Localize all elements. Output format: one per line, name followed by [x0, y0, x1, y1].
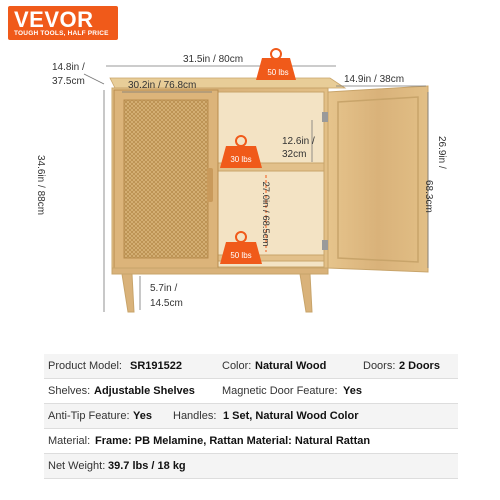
load-top-label: 50 lbs: [267, 68, 289, 77]
leg-height-label-in: 5.7in /: [150, 283, 178, 294]
spec-value: Frame: PB Melamine, Rattan Material: Natural Rattan: [95, 435, 371, 447]
door-height-label-in: 26.9in /: [436, 136, 447, 169]
height-label: 34.6in / 88cm: [35, 155, 46, 216]
spec-row: [44, 454, 458, 479]
inner-height-label: 27.0in / 68.5cm: [260, 181, 271, 247]
spec-label: Doors:: [363, 360, 396, 372]
brand-name: VEVOR: [14, 7, 94, 32]
spec-row: [44, 354, 458, 379]
spec-row: [44, 379, 458, 404]
spec-label: Anti-Tip Feature:: [48, 410, 130, 422]
right-door: [328, 86, 428, 272]
leg-height-label-cm: 14.5cm: [150, 298, 183, 309]
door-handle: [207, 168, 213, 202]
depth-label-cm: 37.5cm: [52, 76, 85, 87]
hinge-top: [322, 112, 328, 122]
spec-value: Yes: [133, 410, 152, 422]
rattan-panel: [124, 100, 208, 258]
brand-tagline: TOUGH TOOLS, HALF PRICE: [14, 30, 109, 37]
spec-value: Adjustable Shelves: [94, 385, 195, 397]
spec-label: Shelves:: [48, 385, 91, 397]
spec-row: [44, 404, 458, 429]
load-bottom-label: 50 lbs: [230, 251, 252, 260]
spec-label: Material:: [48, 435, 91, 447]
spec-table: [44, 354, 458, 479]
spec-value: Natural Wood: [255, 360, 327, 372]
overall-width-label: 31.5in / 80cm: [183, 54, 244, 65]
door-height-label-cm: 68.3cm: [423, 180, 434, 213]
shelf-depth-label-cm: 32cm: [282, 149, 307, 160]
leg: [122, 274, 134, 312]
depth-label-in: 14.8in /: [52, 62, 85, 73]
shelf-depth-label-in: 12.6in /: [282, 136, 315, 147]
spec-value: SR191522: [130, 360, 182, 372]
spec-value: Yes: [343, 385, 362, 397]
spec-label: Magnetic Door Feature:: [222, 385, 338, 397]
load-shelf-label: 30 lbs: [230, 155, 252, 164]
spec-value: 1 Set, Natural Wood Color: [223, 410, 359, 422]
leg: [300, 274, 312, 312]
door-width-label: 14.9in / 38cm: [344, 74, 405, 85]
hinge-bottom: [322, 240, 328, 250]
spec-label: Net Weight:: [48, 460, 106, 472]
spec-value: 39.7 lbs / 18 kg: [108, 460, 186, 472]
spec-value: 2 Doors: [399, 360, 440, 372]
inner-width-label: 30.2in / 76.8cm: [128, 80, 197, 91]
spec-label: Handles:: [173, 410, 217, 422]
spec-label: Color:: [222, 360, 252, 372]
spec-label: Product Model:: [48, 360, 122, 372]
spec-row: [44, 429, 458, 454]
